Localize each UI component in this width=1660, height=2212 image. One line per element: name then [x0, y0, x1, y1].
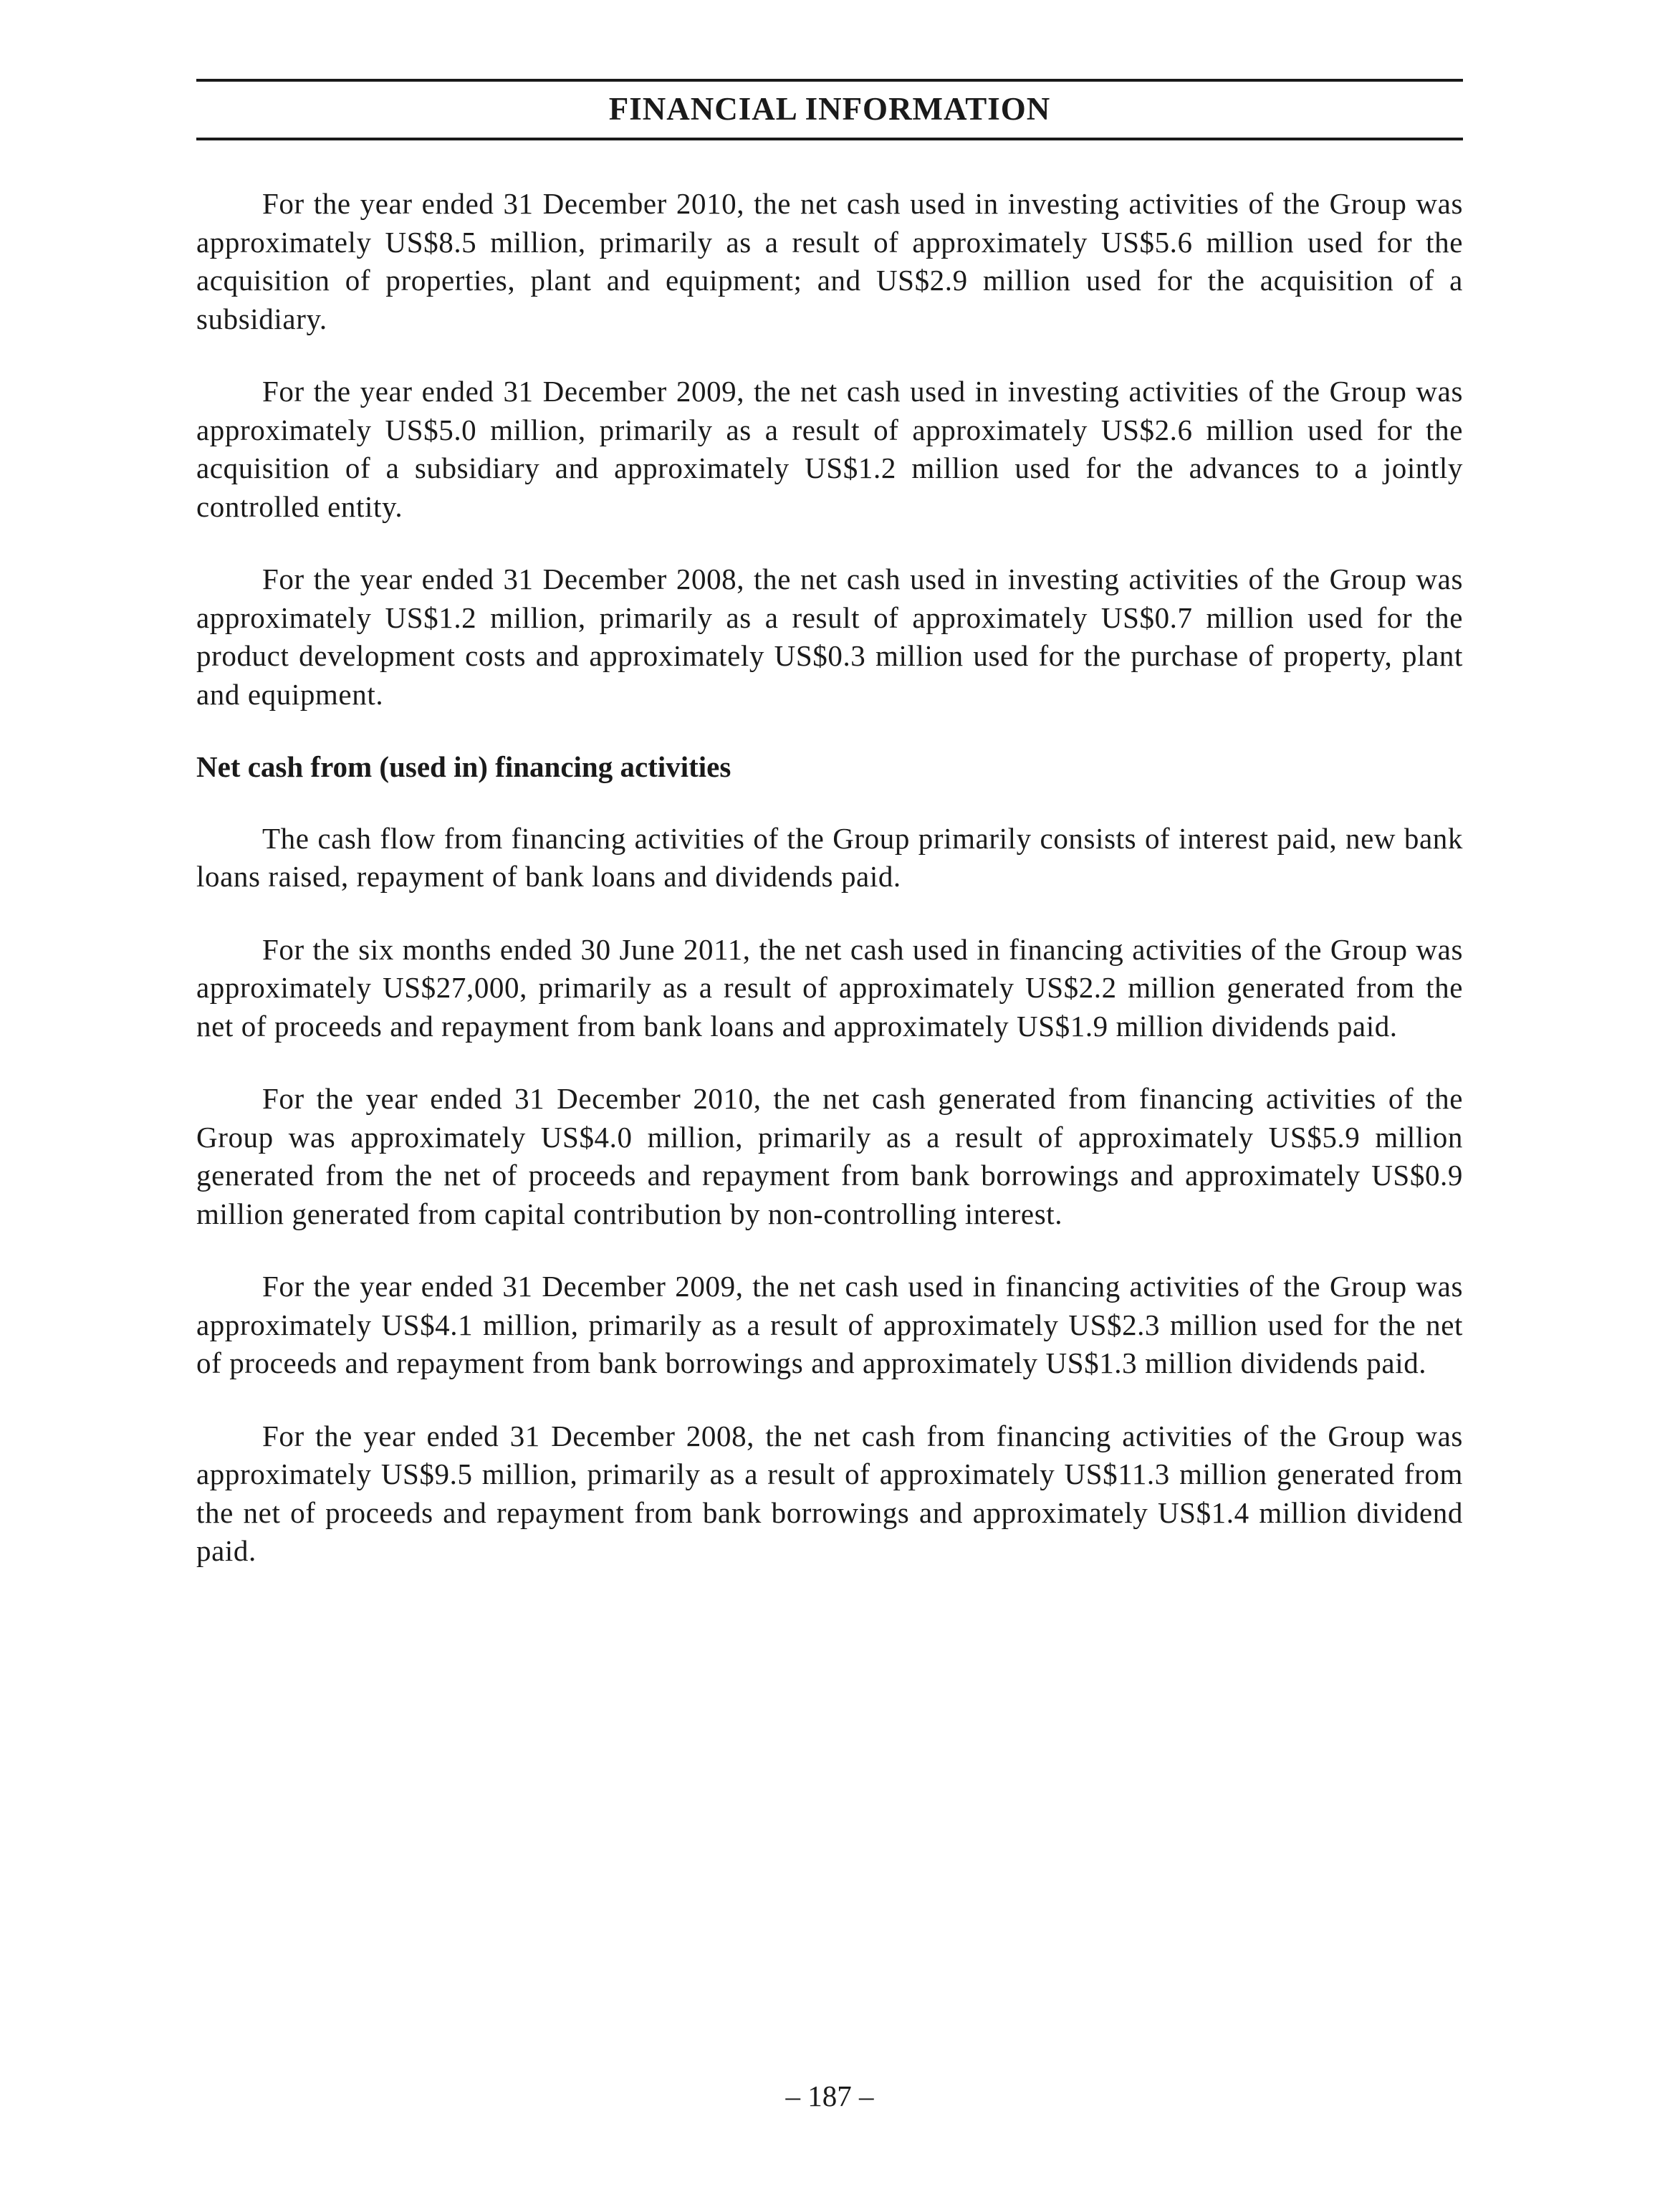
paragraph-financing-2010: For the year ended 31 December 2010, the net cash generated from financing activities of the Group was approximately US$4.0 million, primarily as a result of approximately US$5.9 million generated from the net of proceeds and repayment from bank borrowings and approximately US$0.9 million generated from capital contribution by non-controlling interest.	[196, 1082, 1463, 1230]
paragraph-financing-2008: For the year ended 31 December 2008, the net cash from financing activities of the Group was approximately US$9.5 million, primarily as a result of approximately US$11.3 million generated from the net of proceeds and repayment from bank borrowings and approximately US$1.4 million dividend paid.	[196, 1419, 1463, 1567]
header-rule-top	[196, 79, 1463, 82]
document-page	[196, 0, 1463, 2212]
paragraph-investing-2010: For the year ended 31 December 2010, the net cash used in investing activities of the Group was approximately US$8.5 million, primarily as a result of approximately US$5.6 million used for the acquisition of properties, plant and equipment; and US$2.9 million used for the acquisition of a subsidiary.	[196, 187, 1463, 335]
page-header-title: FINANCIAL INFORMATION	[608, 91, 1051, 127]
header-rule-bottom	[196, 138, 1463, 140]
paragraph-financing-2011: For the six months ended 30 June 2011, the net cash used in financing activities of the Group was approximately US$27,000, primarily as a result of approximately US$2.2 million generated from the net of proceeds and repayment from bank loans and approximately US$1.9 million dividends paid.	[196, 932, 1463, 1043]
page-number: – 187 –	[785, 2079, 874, 2112]
document-body	[196, 185, 1463, 1605]
paragraph-financing-overview: The cash flow from financing activities of the Group primarily consists of interest paid, new bank loans raised, repayment of bank loans and dividends paid.	[196, 821, 1463, 893]
paragraph-financing-2009: For the year ended 31 December 2009, the net cash used in financing activities of the Group was approximately US$4.1 million, primarily as a result of approximately US$2.3 million used for the net of proceeds and repayment from bank borrowings and approximately US$1.3 million dividends paid.	[196, 1270, 1463, 1379]
paragraph-investing-2008: For the year ended 31 December 2008, the net cash used in investing activities of the Group was approximately US$1.2 million, primarily as a result of approximately US$0.7 million used for the product development costs and approximately US$0.3 million used for the purchase of property, plant and equipment.	[196, 562, 1463, 711]
section-heading-financing: Net cash from (used in) financing activities	[196, 750, 731, 783]
paragraph-investing-2009: For the year ended 31 December 2009, the net cash used in investing activities of the Group was approximately US$5.0 million, primarily as a result of approximately US$2.6 million used for the acquisition of a subsidiary and approximately US$1.2 million used for the advances to a jointly controlled entity.	[196, 375, 1463, 523]
